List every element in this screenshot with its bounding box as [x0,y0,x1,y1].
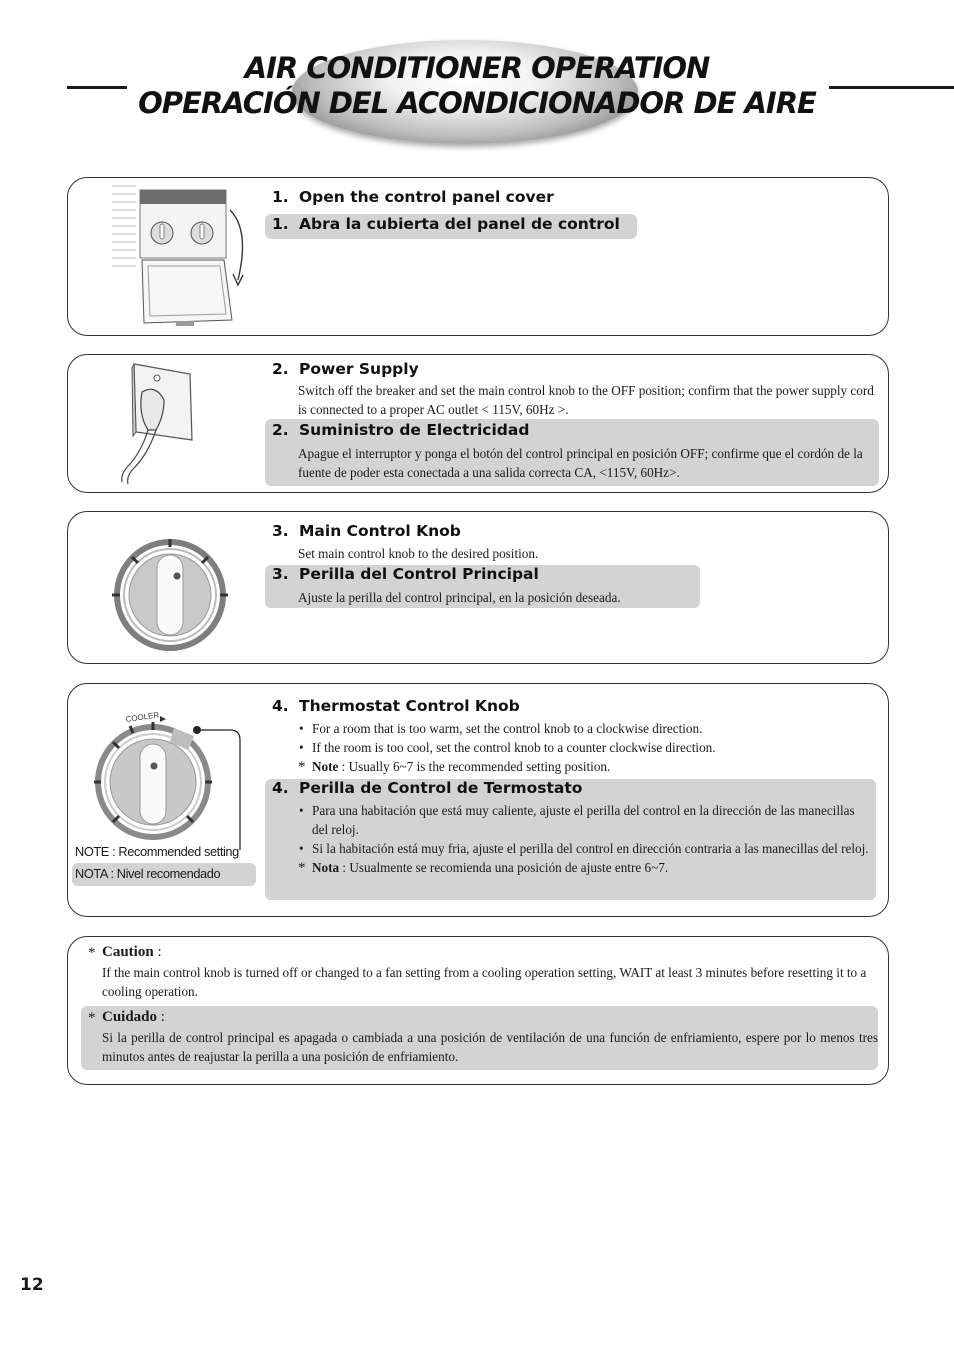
step-3-heading-en [272,522,461,540]
step-1-number-en: 1. [272,188,289,206]
step-2-text-es: Apague el interruptor y ponga el botón del control principal en posición OFF; confirme que el cordón de la fuente de poder esta conectada a una salida correcta CA, <115V, 60Hz>. [298,446,863,480]
step-3-number-es: 3. [272,565,289,583]
step-2-text-en: Switch off the breaker and set the main control knob to the OFF position; confirm that the power supply cord is connected to a proper AC outlet < 115V, 60Hz >. [298,383,874,417]
caution-label-es: Cuidado [102,1009,158,1025]
step-4-bullet-en: • For a room that is too warm, set the control knob to a clockwise direction. [298,719,876,738]
caution-label-en: Caution [102,944,154,960]
caution-sep-en: : [153,944,162,960]
step-4-note-label-en: Note [312,759,339,774]
step-4-title-es: Perilla de Control de Termostato [299,779,583,797]
step-2-heading-en [272,360,419,378]
step-1-heading-es [272,215,620,233]
caution-heading-en [88,943,878,962]
step-4-number-en: 4. [272,697,289,715]
step-4-note-es [298,858,872,877]
step-1-heading-en [272,188,554,206]
page-number: 12 [20,1275,44,1295]
step-2-number-es: 2. [272,421,289,439]
step-2-title-es: Suministro de Electricidad [299,421,530,439]
step-2-title-en: Power Supply [299,360,419,378]
main-control-knob-illustration [112,537,228,653]
step-4-note-label-es: Nota [312,860,340,875]
step-4-bullet-en: • If the room is too cool, set the control knob to a counter clockwise direction. [298,738,876,757]
step-3-title-en: Main Control Knob [299,522,461,540]
thermostat-knob-illustration [90,710,250,850]
step-4-body-en [298,719,876,776]
step-4-note-en [298,757,876,776]
step-4-bullets-en [298,719,876,757]
control-panel-cover-illustration [100,180,275,330]
step-3-title-es: Perilla del Control Principal [299,565,539,583]
step-3-heading-es [272,565,539,583]
caution-text-es: Si la perilla de control principal es apagada o cambiada a una posición de ventilación de una función de enfriamiento, espere por lo menos tres minutos antes de reajustar la perilla a una posición de enfriamiento. [102,1030,878,1064]
page-title-en: AIR CONDITIONER OPERATION [244,51,710,85]
recommended-setting-note-es: NOTA : Nivel recomendado [75,866,221,881]
step-4-bullet-es: • Si la habitación está muy fria, ajuste el perilla del control en dirección contraria a las manecillas del reloj. [298,839,872,858]
caution-text-en: If the main control knob is turned off or changed to a fan setting from a cooling operation setting, WAIT at least 3 minutes before resetting it to a cooling operation. [102,965,867,999]
step-4-number-es: 4. [272,779,289,797]
page-title-es: OPERACIÓN DEL ACONDICIONADOR DE AIRE [138,86,816,120]
step-3-text-en: Set main control knob to the desired position. [298,546,539,561]
caution-sep-es: : [157,1009,165,1025]
step-4-title-en: Thermostat Control Knob [299,697,520,715]
step-2-heading-es [272,421,529,439]
step-4-body-es [298,801,872,877]
power-outlet-plug-illustration [112,358,202,486]
step-3-number-en: 3. [272,522,289,540]
step-4-heading-es [272,779,582,797]
step-2-number-en: 2. [272,360,289,378]
step-1-number-es: 1. [272,215,289,233]
step-4-heading-en [272,697,520,715]
caution-es [88,1008,878,1066]
recommended-setting-note-en: NOTE : Recommended setting [75,844,239,859]
step-4-bullet-es: • Para una habitación que está muy caliente, ajuste el perilla del control en la dirección de las manecillas del reloj. [298,801,872,839]
caution-en [88,943,878,1001]
cooler-label: COOLER [125,710,160,724]
step-4-bullets-es [298,801,872,858]
caution-heading-es [88,1008,878,1027]
step-4-note-text-en: : Usually 6~7 is the recommended setting position. [338,759,611,774]
step-3-text-es: Ajuste la perilla del control principal, en la posición deseada. [298,590,621,605]
step-1-title-en: Open the control panel cover [299,188,554,206]
step-4-note-text-es: : Usualmente se recomienda una posición de ajuste entre 6~7. [339,860,669,875]
step-1-title-es: Abra la cubierta del panel de control [299,215,620,233]
